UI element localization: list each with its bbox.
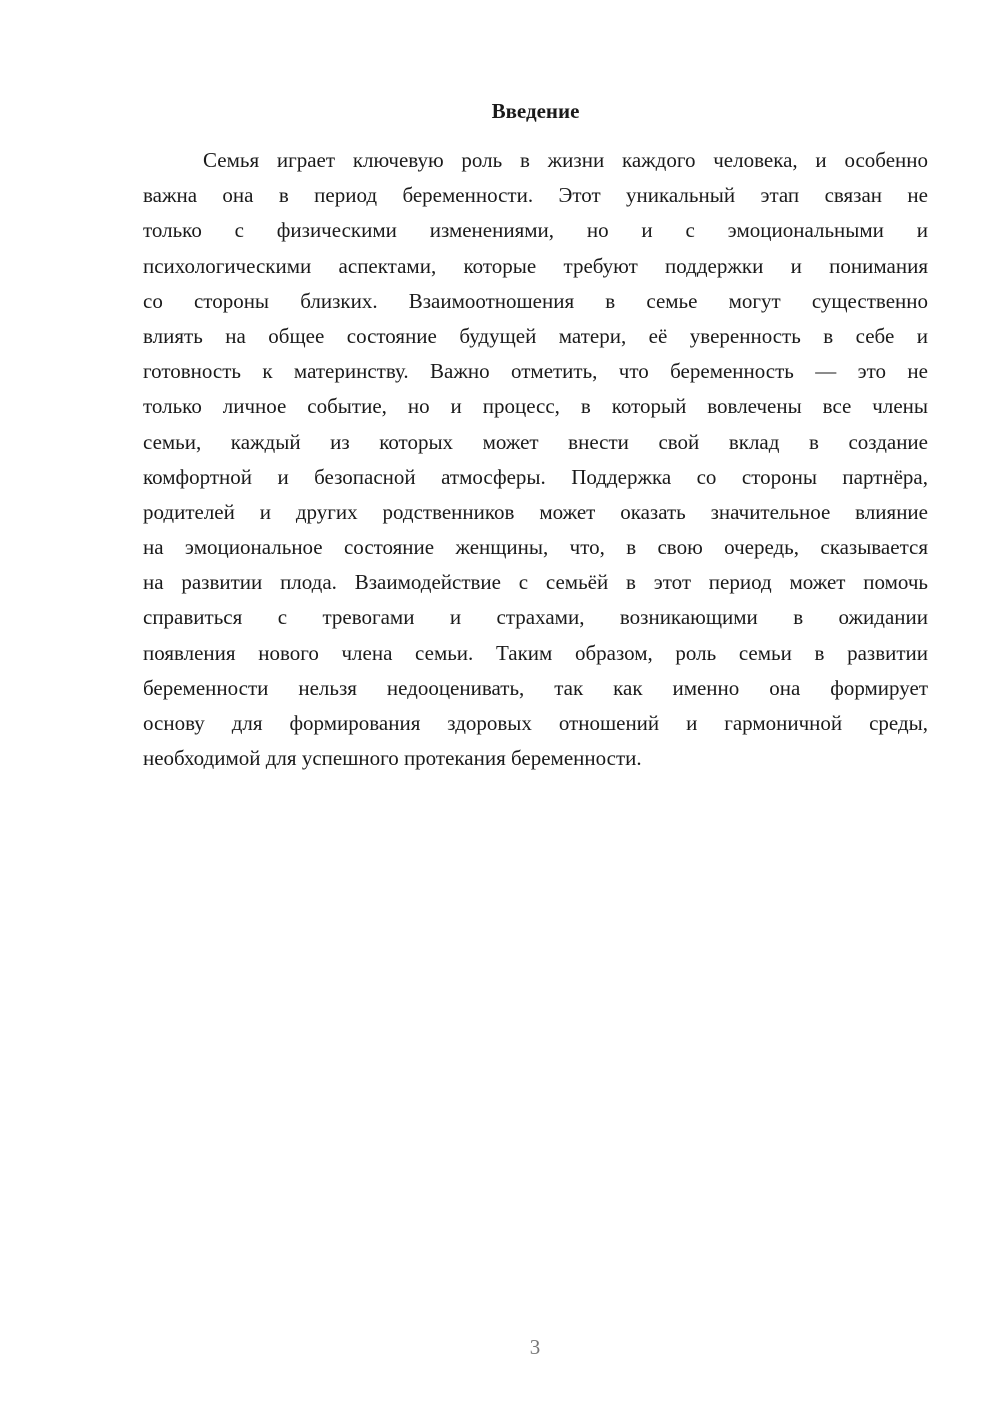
page-number: 3 — [529, 1335, 541, 1359]
paragraph-line: готовность к материнству. Важно отметить, что беременность — это не — [143, 359, 928, 384]
paragraph-line: необходимой для успешного протекания беременности. — [143, 746, 642, 771]
paragraph-line: на эмоциональное состояние женщины, что, в свою очередь, сказывается — [143, 535, 928, 560]
paragraph-line: только с физическими изменениями, но и с эмоциональными и — [143, 218, 928, 243]
section-heading: Введение — [491, 99, 580, 123]
paragraph-line: семьи, каждый из которых может внести свой вклад в создание — [143, 429, 928, 454]
paragraph-line: родителей и других родственников может оказать значительное влияние — [143, 499, 928, 524]
paragraph-line: основу для формирования здоровых отношений и гармоничной среды, — [143, 711, 928, 735]
paragraph-line: Семья играет ключевую роль в жизни каждого человека, и особенно — [203, 148, 928, 172]
paragraph-line: психологическими аспектами, которые требуют поддержки и понимания — [143, 253, 928, 278]
paragraph-line: влиять на общее состояние будущей матери, её уверенность в себе и — [143, 323, 928, 348]
body-paragraph — [143, 143, 928, 776]
paragraph-line: беременности нельзя недооценивать, так как именно она формирует — [143, 675, 928, 700]
paragraph-line: справиться с тревогами и страхами, возникающими в ожидании — [143, 605, 928, 630]
paragraph-line: комфортной и безопасной атмосферы. Поддержка со стороны партнёра, — [143, 464, 928, 489]
paragraph-line: появления нового члена семьи. Таким образом, роль семьи в развитии — [143, 640, 928, 665]
paragraph-line: важна она в период беременности. Этот уникальный этап связан не — [143, 183, 928, 208]
paragraph-line: на развитии плода. Взаимодействие с семьёй в этот период может помочь — [143, 570, 928, 595]
paragraph-line: только личное событие, но и процесс, в который вовлечены все члены — [143, 394, 928, 419]
paragraph-line: со стороны близких. Взаимоотношения в семье могут существенно — [143, 288, 928, 313]
